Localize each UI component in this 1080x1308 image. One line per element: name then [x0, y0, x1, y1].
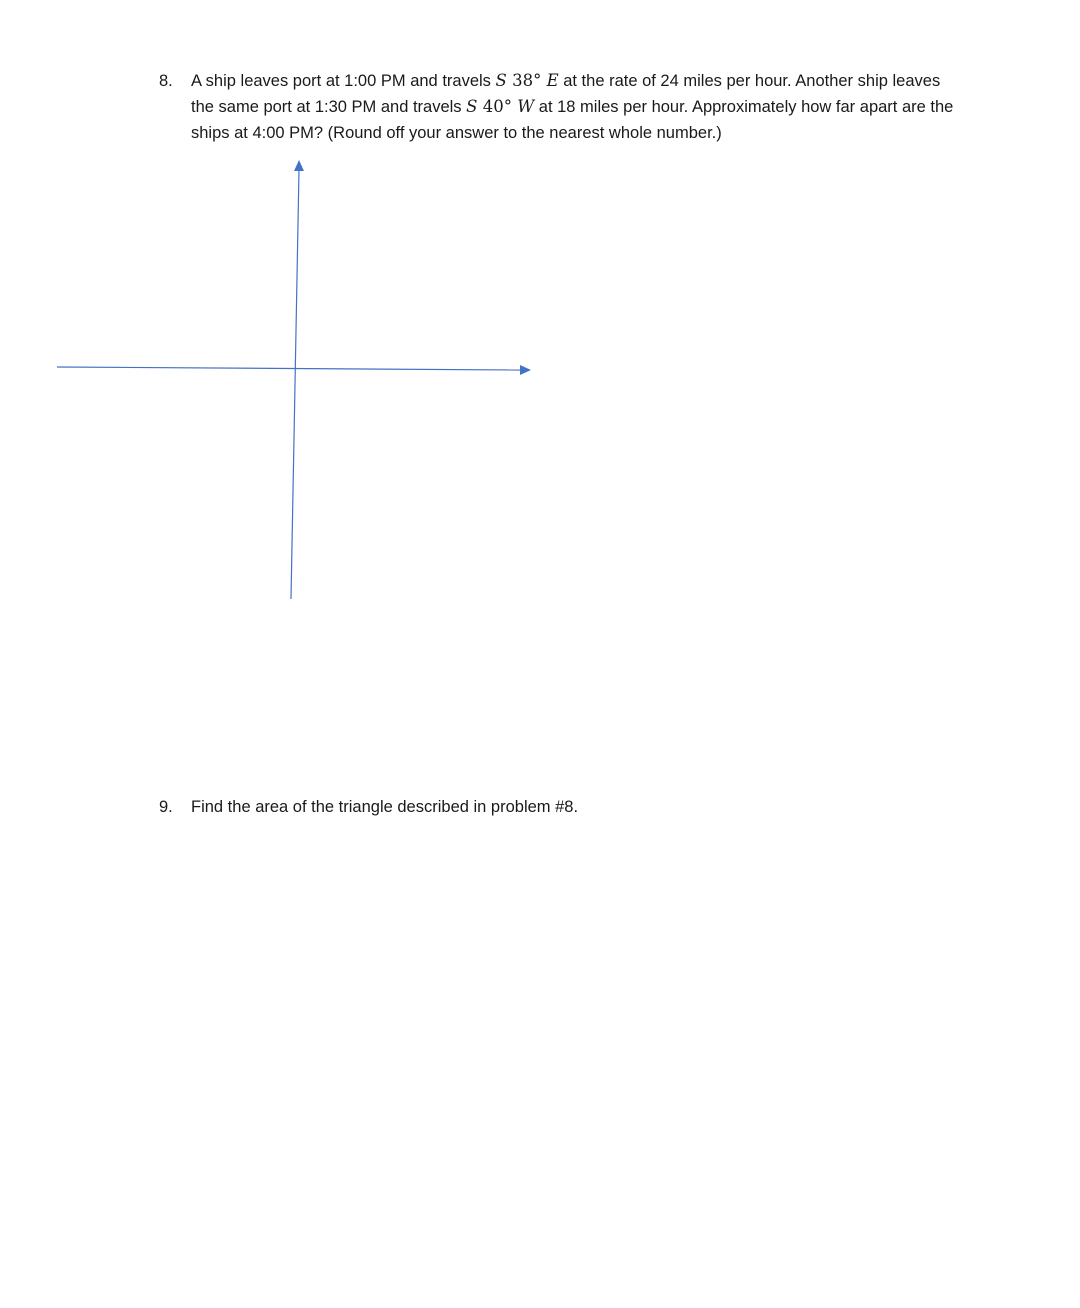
vertical-axis [291, 170, 299, 599]
bearing-2-to: W [517, 97, 535, 116]
bearing-1-to: E [546, 71, 559, 90]
problem-text-part-1: A ship leaves port at 1:00 PM and travels [191, 72, 496, 90]
bearing-1-from: S [495, 71, 507, 90]
vertical-axis-arrowhead [294, 160, 304, 171]
horizontal-axis [57, 367, 520, 370]
problem-text: Find the area of the triangle described in problem #8. [191, 798, 579, 816]
problem-text-part-2: at the rate of 24 miles per hour. Another ship leaves the same port at 1:30 PM and travels [191, 72, 941, 116]
bearing-2-angle: 40° [482, 97, 512, 116]
problem-number: 9. [159, 798, 173, 816]
bearing-1-angle: 38° [512, 71, 542, 90]
problem-text-part-3: at 18 miles per hour. Approximately how far apart are the ships at 4:00 PM? (Round off your answer to the nearest whole number.) [191, 98, 954, 142]
horizontal-axis-arrowhead [520, 365, 531, 375]
bearing-2-from: S [466, 97, 478, 116]
problem-9 [159, 794, 959, 820]
problem-number: 8. [159, 72, 173, 90]
